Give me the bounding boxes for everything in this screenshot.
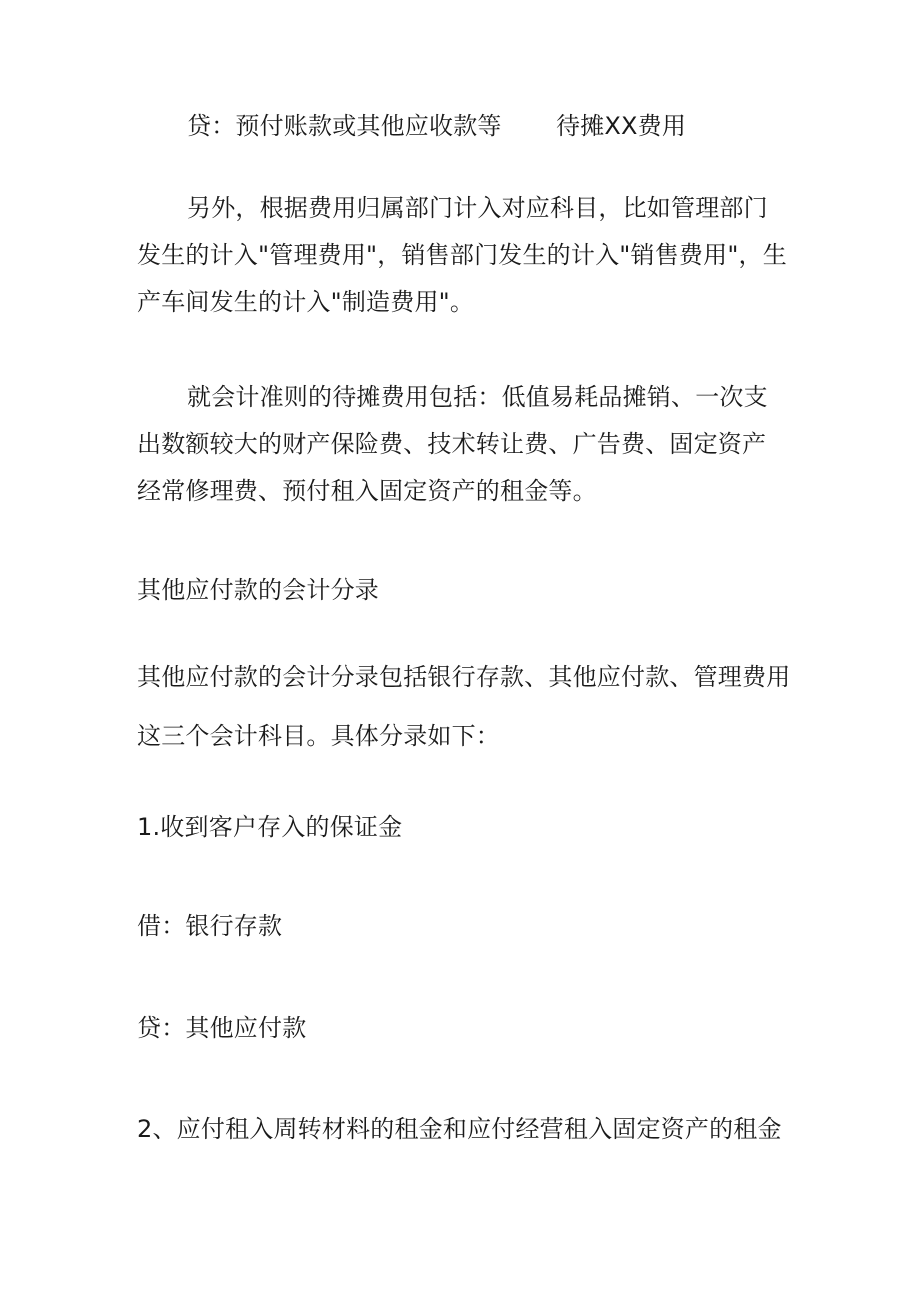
list-item-1: 1.收到客户存入的保证金 <box>137 813 403 841</box>
credit-entry-line-2: 贷：其他应付款 <box>137 1014 307 1042</box>
list-item-2: 2、应付租入周转材料的租金和应付经营租入固定资产的租金 <box>137 1115 782 1143</box>
deferred-expense-label: 待摊XX费用 <box>556 112 687 140</box>
section-heading: 其他应付款的会计分录 <box>137 576 379 604</box>
paragraph-text: 另外，根据费用归属部门计入对应科目，比如管理部门发生的计入"管理费用"，销售部门发生的计入"销售费用"，生产车间发生的计入"制造费用"。 <box>137 194 787 316</box>
intro-line-2: 这三个会计科目。具体分录如下： <box>137 722 500 750</box>
intro-line-1: 其他应付款的会计分录包括银行存款、其他应付款、管理费用 <box>137 663 791 691</box>
paragraph-department-allocation <box>137 185 787 326</box>
credit-entry-line: 贷：预付账款或其他应收款等 <box>187 112 502 140</box>
debit-entry-line: 借：银行存款 <box>137 912 283 940</box>
paragraph-deferred-expenses <box>137 374 787 515</box>
paragraph-text: 就会计准则的待摊费用包括：低值易耗品摊销、一次支出数额较大的财产保险费、技术转让费、广告费、固定资产经常修理费、预付租入固定资产的租金等。 <box>137 383 768 505</box>
